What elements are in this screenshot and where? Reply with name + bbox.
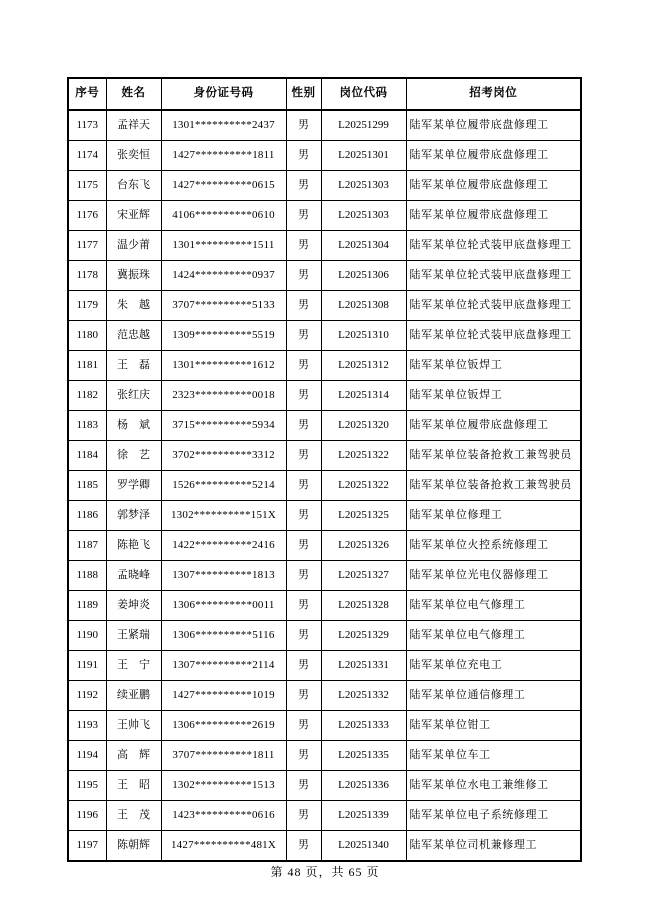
cell-name: 郭梦泽 xyxy=(106,501,161,531)
cell-job-code: L20251310 xyxy=(321,321,406,351)
cell-job-code: L20251322 xyxy=(321,471,406,501)
cell-id-number: 1301**********1612 xyxy=(161,351,286,381)
cell-name: 孟祥天 xyxy=(106,110,161,141)
cell-serial: 1192 xyxy=(68,681,106,711)
cell-serial: 1185 xyxy=(68,471,106,501)
cell-id-number: 3707**********1811 xyxy=(161,741,286,771)
table-row xyxy=(68,651,581,681)
cell-gender: 男 xyxy=(286,681,321,711)
table-row xyxy=(68,531,581,561)
table-row xyxy=(68,801,581,831)
cell-serial: 1173 xyxy=(68,110,106,141)
cell-serial: 1178 xyxy=(68,261,106,291)
header-cell-serial: 序号 xyxy=(68,78,106,110)
cell-name: 张红庆 xyxy=(106,381,161,411)
cell-id-number: 3702**********3312 xyxy=(161,441,286,471)
cell-name: 高 辉 xyxy=(106,741,161,771)
cell-job-title: 陆军某单位钣焊工 xyxy=(406,381,581,411)
header-cell-name: 姓名 xyxy=(106,78,161,110)
cell-job-title: 陆军某单位装备抢救工兼驾驶员 xyxy=(406,471,581,501)
cell-gender: 男 xyxy=(286,411,321,441)
cell-id-number: 1302**********151X xyxy=(161,501,286,531)
cell-job-code: L20251336 xyxy=(321,771,406,801)
table-body xyxy=(68,110,581,861)
cell-job-title: 陆军某单位装备抢救工兼驾驶员 xyxy=(406,441,581,471)
cell-job-code: L20251333 xyxy=(321,711,406,741)
cell-job-code: L20251332 xyxy=(321,681,406,711)
cell-gender: 男 xyxy=(286,171,321,201)
cell-id-number: 2323**********0018 xyxy=(161,381,286,411)
cell-gender: 男 xyxy=(286,591,321,621)
cell-id-number: 3715**********5934 xyxy=(161,411,286,441)
table-row xyxy=(68,411,581,441)
cell-serial: 1193 xyxy=(68,711,106,741)
cell-job-title: 陆军某单位履带底盘修理工 xyxy=(406,141,581,171)
cell-job-title: 陆军某单位充电工 xyxy=(406,651,581,681)
cell-gender: 男 xyxy=(286,531,321,561)
cell-job-code: L20251331 xyxy=(321,651,406,681)
cell-serial: 1180 xyxy=(68,321,106,351)
cell-job-title: 陆军某单位轮式装甲底盘修理工 xyxy=(406,291,581,321)
cell-id-number: 1307**********2114 xyxy=(161,651,286,681)
cell-name: 台东飞 xyxy=(106,171,161,201)
table-row xyxy=(68,171,581,201)
cell-gender: 男 xyxy=(286,801,321,831)
cell-name: 陈朝辉 xyxy=(106,831,161,862)
cell-id-number: 1301**********2437 xyxy=(161,110,286,141)
cell-id-number: 1427**********1019 xyxy=(161,681,286,711)
cell-name: 王帅飞 xyxy=(106,711,161,741)
cell-name: 朱 越 xyxy=(106,291,161,321)
cell-job-title: 陆军某单位履带底盘修理工 xyxy=(406,110,581,141)
cell-gender: 男 xyxy=(286,471,321,501)
cell-serial: 1184 xyxy=(68,441,106,471)
cell-job-code: L20251326 xyxy=(321,531,406,561)
cell-id-number: 1302**********1513 xyxy=(161,771,286,801)
cell-job-code: L20251299 xyxy=(321,110,406,141)
cell-name: 王 茂 xyxy=(106,801,161,831)
cell-gender: 男 xyxy=(286,110,321,141)
cell-serial: 1187 xyxy=(68,531,106,561)
cell-name: 陈艳飞 xyxy=(106,531,161,561)
cell-id-number: 1307**********1813 xyxy=(161,561,286,591)
table-row xyxy=(68,321,581,351)
cell-gender: 男 xyxy=(286,441,321,471)
cell-name: 王 磊 xyxy=(106,351,161,381)
table-header xyxy=(68,78,581,110)
table-row xyxy=(68,711,581,741)
cell-job-title: 陆军某单位轮式装甲底盘修理工 xyxy=(406,321,581,351)
table-row xyxy=(68,351,581,381)
table-row xyxy=(68,501,581,531)
header-cell-job-title: 招考岗位 xyxy=(406,78,581,110)
cell-serial: 1194 xyxy=(68,741,106,771)
cell-name: 罗学卿 xyxy=(106,471,161,501)
cell-id-number: 1427**********1811 xyxy=(161,141,286,171)
cell-job-title: 陆军某单位水电工兼维修工 xyxy=(406,771,581,801)
cell-id-number: 4106**********0610 xyxy=(161,201,286,231)
cell-gender: 男 xyxy=(286,831,321,862)
cell-serial: 1181 xyxy=(68,351,106,381)
cell-gender: 男 xyxy=(286,621,321,651)
cell-job-code: L20251320 xyxy=(321,411,406,441)
cell-gender: 男 xyxy=(286,741,321,771)
cell-name: 王 昭 xyxy=(106,771,161,801)
page-number-footer: 第 48 页，共 65 页 xyxy=(270,865,380,879)
cell-gender: 男 xyxy=(286,231,321,261)
table-row xyxy=(68,441,581,471)
table-row xyxy=(68,141,581,171)
cell-serial: 1174 xyxy=(68,141,106,171)
cell-job-title: 陆军某单位火控系统修理工 xyxy=(406,531,581,561)
cell-name: 姜坤炎 xyxy=(106,591,161,621)
table-row xyxy=(68,110,581,141)
cell-name: 王紧瑞 xyxy=(106,621,161,651)
cell-job-title: 陆军某单位修理工 xyxy=(406,501,581,531)
cell-job-code: L20251325 xyxy=(321,501,406,531)
cell-job-title: 陆军某单位轮式装甲底盘修理工 xyxy=(406,231,581,261)
table-row xyxy=(68,741,581,771)
cell-gender: 男 xyxy=(286,321,321,351)
table-row xyxy=(68,231,581,261)
cell-job-title: 陆军某单位司机兼修理工 xyxy=(406,831,581,862)
cell-id-number: 1423**********0616 xyxy=(161,801,286,831)
cell-gender: 男 xyxy=(286,711,321,741)
cell-name: 徐 艺 xyxy=(106,441,161,471)
cell-id-number: 1306**********5116 xyxy=(161,621,286,651)
cell-serial: 1195 xyxy=(68,771,106,801)
cell-job-title: 陆军某单位通信修理工 xyxy=(406,681,581,711)
cell-job-code: L20251328 xyxy=(321,591,406,621)
table-row xyxy=(68,771,581,801)
table-row xyxy=(68,291,581,321)
cell-serial: 1190 xyxy=(68,621,106,651)
cell-name: 范忠越 xyxy=(106,321,161,351)
cell-job-code: L20251314 xyxy=(321,381,406,411)
cell-gender: 男 xyxy=(286,651,321,681)
cell-serial: 1179 xyxy=(68,291,106,321)
cell-job-code: L20251303 xyxy=(321,201,406,231)
cell-name: 温少莆 xyxy=(106,231,161,261)
cell-serial: 1176 xyxy=(68,201,106,231)
cell-id-number: 1306**********2619 xyxy=(161,711,286,741)
cell-job-title: 陆军某单位车工 xyxy=(406,741,581,771)
cell-job-code: L20251339 xyxy=(321,801,406,831)
cell-job-title: 陆军某单位光电仪器修理工 xyxy=(406,561,581,591)
cell-gender: 男 xyxy=(286,261,321,291)
cell-id-number: 3707**********5133 xyxy=(161,291,286,321)
cell-name: 王 宁 xyxy=(106,651,161,681)
cell-job-code: L20251335 xyxy=(321,741,406,771)
cell-job-title: 陆军某单位钳工 xyxy=(406,711,581,741)
table-row xyxy=(68,831,581,862)
cell-job-title: 陆军某单位轮式装甲底盘修理工 xyxy=(406,261,581,291)
cell-serial: 1188 xyxy=(68,561,106,591)
cell-job-title: 陆军某单位履带底盘修理工 xyxy=(406,411,581,441)
cell-job-code: L20251312 xyxy=(321,351,406,381)
table-row xyxy=(68,381,581,411)
cell-job-code: L20251322 xyxy=(321,441,406,471)
cell-id-number: 1427**********481X xyxy=(161,831,286,862)
cell-name: 宋亚辉 xyxy=(106,201,161,231)
cell-job-title: 陆军某单位电子系统修理工 xyxy=(406,801,581,831)
cell-gender: 男 xyxy=(286,291,321,321)
cell-serial: 1177 xyxy=(68,231,106,261)
cell-id-number: 1301**********1511 xyxy=(161,231,286,261)
cell-name: 张奕恒 xyxy=(106,141,161,171)
cell-serial: 1196 xyxy=(68,801,106,831)
table-row xyxy=(68,621,581,651)
cell-job-code: L20251306 xyxy=(321,261,406,291)
header-cell-job-code: 岗位代码 xyxy=(321,78,406,110)
cell-job-code: L20251340 xyxy=(321,831,406,862)
table-row xyxy=(68,261,581,291)
cell-id-number: 1424**********0937 xyxy=(161,261,286,291)
cell-job-title: 陆军某单位履带底盘修理工 xyxy=(406,171,581,201)
header-cell-id-number: 身份证号码 xyxy=(161,78,286,110)
recruitment-roster-table xyxy=(67,77,582,862)
cell-serial: 1197 xyxy=(68,831,106,862)
cell-gender: 男 xyxy=(286,351,321,381)
cell-job-code: L20251301 xyxy=(321,141,406,171)
cell-job-code: L20251308 xyxy=(321,291,406,321)
cell-job-title: 陆军某单位履带底盘修理工 xyxy=(406,201,581,231)
table-row xyxy=(68,201,581,231)
cell-job-title: 陆军某单位电气修理工 xyxy=(406,621,581,651)
table-row xyxy=(68,591,581,621)
cell-id-number: 1427**********0615 xyxy=(161,171,286,201)
cell-gender: 男 xyxy=(286,141,321,171)
cell-job-code: L20251327 xyxy=(321,561,406,591)
cell-job-code: L20251303 xyxy=(321,171,406,201)
cell-gender: 男 xyxy=(286,501,321,531)
cell-job-code: L20251304 xyxy=(321,231,406,261)
cell-gender: 男 xyxy=(286,201,321,231)
cell-name: 孟晓峰 xyxy=(106,561,161,591)
cell-job-code: L20251329 xyxy=(321,621,406,651)
cell-job-title: 陆军某单位钣焊工 xyxy=(406,351,581,381)
cell-id-number: 1526**********5214 xyxy=(161,471,286,501)
cell-serial: 1189 xyxy=(68,591,106,621)
cell-id-number: 1309**********5519 xyxy=(161,321,286,351)
cell-serial: 1175 xyxy=(68,171,106,201)
cell-name: 冀振珠 xyxy=(106,261,161,291)
cell-id-number: 1422**********2416 xyxy=(161,531,286,561)
header-cell-gender: 性别 xyxy=(286,78,321,110)
cell-job-title: 陆军某单位电气修理工 xyxy=(406,591,581,621)
table-row xyxy=(68,681,581,711)
cell-id-number: 1306**********0011 xyxy=(161,591,286,621)
cell-serial: 1191 xyxy=(68,651,106,681)
cell-serial: 1182 xyxy=(68,381,106,411)
cell-serial: 1186 xyxy=(68,501,106,531)
table-row xyxy=(68,561,581,591)
cell-name: 续亚鹏 xyxy=(106,681,161,711)
header-row xyxy=(68,78,581,110)
cell-gender: 男 xyxy=(286,561,321,591)
cell-gender: 男 xyxy=(286,381,321,411)
table-row xyxy=(68,471,581,501)
cell-serial: 1183 xyxy=(68,411,106,441)
cell-name: 杨 斌 xyxy=(106,411,161,441)
cell-gender: 男 xyxy=(286,771,321,801)
